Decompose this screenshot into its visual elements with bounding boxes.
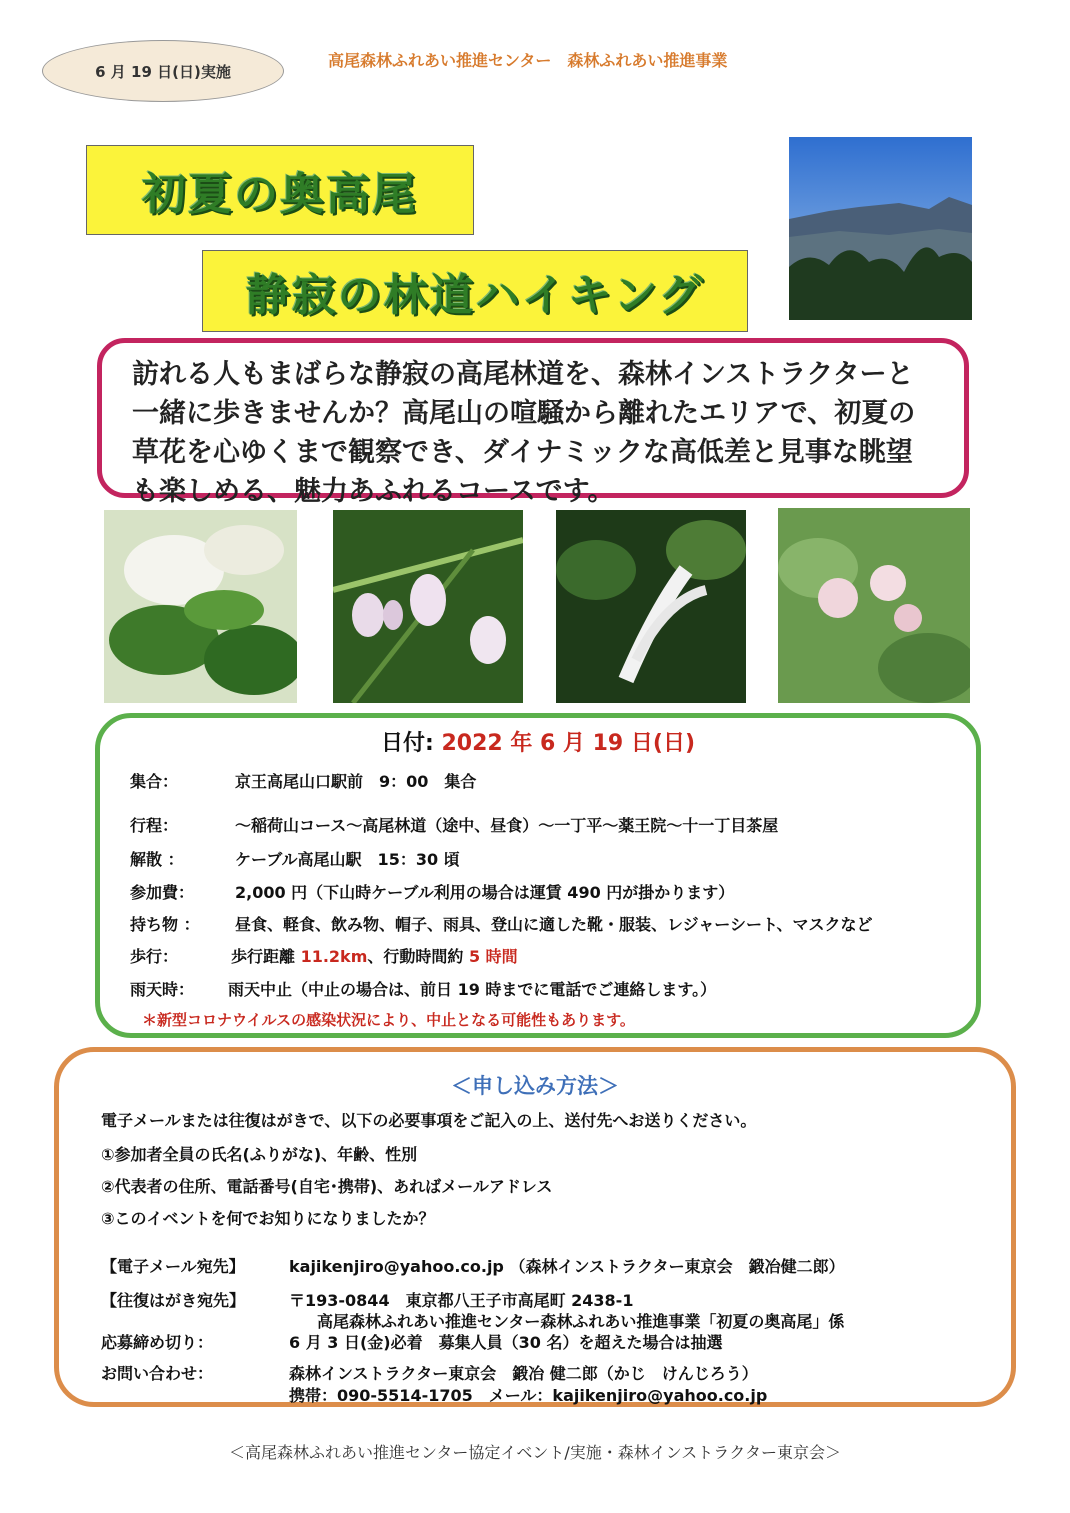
application-intro: 電子メールまたは往復はがきで、以下の必要事項をご記入の上、送付先へお送りください。 [101,1111,757,1130]
mountain-photo [789,137,972,320]
silk-tree-flower-photo [778,508,970,703]
title-line-1: 初夏の奥高尾 [86,145,474,235]
date-label: 日付: [380,731,442,756]
bellflower-photo [333,510,523,703]
detail-label: 解散 ： [130,850,184,869]
application-heading: ＜申し込み方法＞ [451,1074,619,1098]
white-spike-flower-photo [556,510,746,703]
event-details-box [95,713,981,1038]
walk-time: 5 時間 [468,947,518,966]
contact-name: 森林インストラクター東京会 鍛冶 健二郎（かじ けんじろう） [289,1364,758,1383]
date-value: 2022 年 6 月 19 日(日) [441,731,696,756]
walk-distance: 11.2km [300,947,368,966]
required-item: ③このイベントを何でお知りになりましたか？ [101,1209,435,1228]
detail-value: 雨天中止（中止の場合は、前日 19 時までに電話でご連絡します。） [228,980,717,999]
detail-value: ケーブル高尾山駅 15：30 頃 [235,850,460,869]
intro-box [97,338,969,507]
postcard-address: 〒193-0844 東京都八王子市高尾町 2438-1 [289,1291,634,1310]
white-flower-cluster-photo [104,510,297,703]
deadline-value: 6 月 3 日(金)必着 募集人員（30 名）を超えた場合は抽選 [289,1333,723,1352]
footer-text: ＜高尾森林ふれあい推進センター協定イベント/実施・森林インストラクター東京会＞ [229,1443,841,1462]
contact-label: お問い合わせ： [101,1364,214,1383]
required-item: ②代表者の住所、電話番号(自宅･携帯)、あればメールアドレス [101,1177,553,1196]
title-line-2: 静寂の林道ハイキング [202,250,748,332]
detail-label: 行程： [130,816,179,835]
email-address[interactable]: kajikenjiro@yahoo.co.jp （森林インストラクター東京会 鍛冶健二郎） [289,1257,845,1276]
required-item: ①参加者全員の氏名(ふりがな)、年齢、性別 [101,1145,418,1164]
detail-value: 2,000 円（下山時ケーブル利用の場合は運賃 490 円が掛かります） [235,883,735,902]
postcard-recipient: 高尾森林ふれあい推進センター森林ふれあい推進事業「初夏の奥高尾」係 [317,1312,845,1331]
postcard-label: 【往復はがき宛先】 [101,1291,246,1310]
contact-phone-email[interactable]: 携帯：090-5514-1705 メール：kajikenjiro@yahoo.co.jp [289,1386,768,1405]
detail-value: ～稲荷山コース～高尾林道（途中、昼食）～一丁平～薬王院～十一丁目茶屋 [235,816,779,835]
organizer-text: 高尾森林ふれあい推進センター 森林ふれあい推進事業 [328,51,728,70]
event-date-badge: 6 月 19 日(日)実施 [42,40,284,102]
covid-note: ＊新型コロナウイルスの感染状況により、中止となる可能性もあります。 [142,1011,635,1029]
application-box [54,1047,1016,1407]
detail-label: 集合： [130,772,179,791]
detail-label: 持ち物 ： [130,915,200,934]
deadline-label: 応募締め切り： [101,1333,214,1352]
email-label: 【電子メール宛先】 [101,1257,245,1276]
detail-value: 昼食、軽食、飲み物、帽子、雨具、登山に適した靴・服装、レジャーシート、マスクなど [235,915,873,934]
walk-prefix: 歩行距離 [231,947,301,966]
intro-text: 訪れる人もまばらな静寂の高尾林道を、森林インストラクターと一緒に歩きませんか？高尾山の喧騒から離れたエリアで、初夏の草花を心ゆくまで観察でき、ダイナミックな高低差と見事な眺望も楽しめる、魅力あふれるコースです。 [132,359,916,507]
event-date-heading [100,726,976,757]
walk-middle: 、行動時間約 [367,947,469,966]
detail-label: 歩行： [130,947,179,966]
detail-label: 参加費： [130,883,195,902]
detail-value [231,944,518,967]
detail-value: 京王高尾山口駅前 9：00 集合 [235,772,477,791]
detail-label: 雨天時： [130,980,195,999]
